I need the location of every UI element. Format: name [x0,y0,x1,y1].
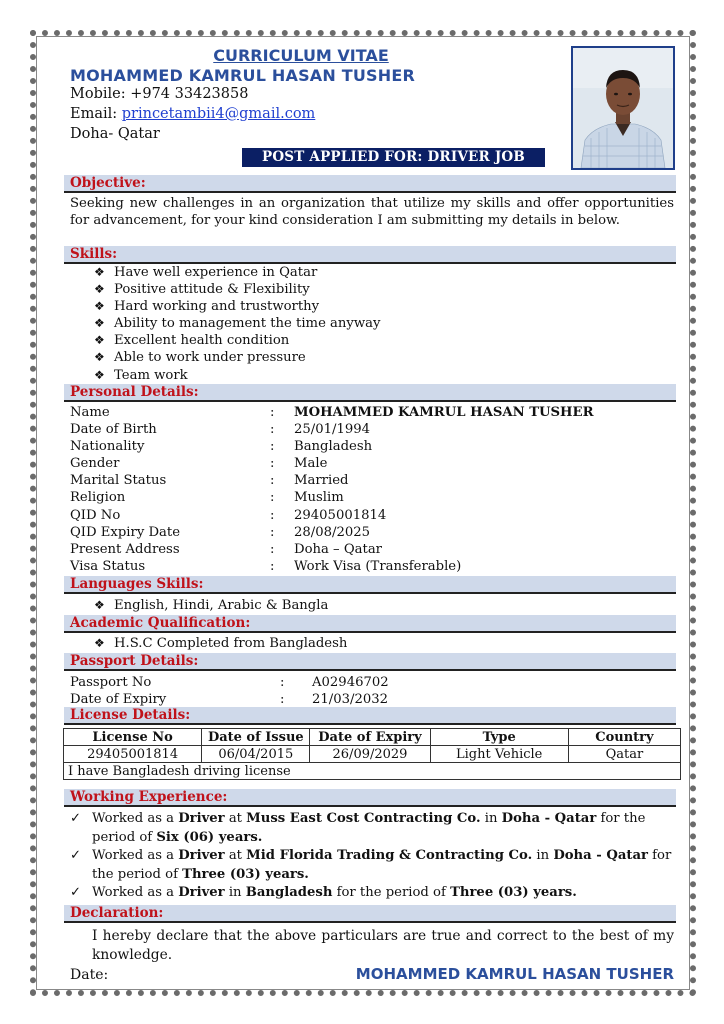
detail-row-dob: Date of Birth : 25/01/1994 [70,422,371,438]
personal-details-table [70,404,594,575]
cell-country: Qatar [568,746,680,763]
date-label: Date: [70,967,109,983]
section-license: License Details: [64,707,676,725]
diamond-bullet-icon: ❖ [94,265,105,279]
checkmark-icon: ✓ [70,848,82,863]
passport-details [70,674,389,708]
section-declaration: Declaration: [64,905,676,923]
table-header-row [64,729,681,746]
post-applied-banner: POST APPLIED FOR: DRIVER JOB [242,148,545,167]
detail-row-qid: QID No : 29405001814 [70,507,387,523]
section-skills: Skills: [64,246,676,264]
diamond-bullet-icon: ❖ [94,367,105,382]
col-date-of-expiry: Date of Expiry [310,729,430,746]
diamond-bullet-icon: ❖ [94,598,105,612]
list-item: ❖ Able to work under pressure [94,350,306,366]
diamond-bullet-icon: ❖ [94,299,105,314]
cell-type: Light Vehicle [430,746,568,763]
section-passport: Passport Details: [64,653,676,671]
diamond-bullet-icon: ❖ [94,282,105,297]
diamond-bullet-icon: ❖ [94,636,105,650]
license-note: I have Bangladesh driving license [64,763,681,780]
section-languages: Languages Skills: [64,576,676,594]
diamond-bullet-icon: ❖ [94,316,105,331]
cell-date-of-expiry: 26/09/2029 [310,746,430,763]
experience-list [70,810,676,903]
experience-item: ✓ Worked as a Driver in Bangladesh for the period of Three (03) years. [70,884,676,903]
cell-license-no: 29405001814 [64,746,202,763]
person-portrait-icon [573,48,673,168]
list-item: ❖ Team work [94,367,188,383]
detail-row-marital: Marital Status : Married [70,473,349,489]
email-line [70,106,315,122]
objective-text: Seeking new challenges in an organization that utilize my skills and offer opportunities for advancement, for your kind consideration I am submitting my details in below. [70,196,674,228]
list-item: ❖ Excellent health condition [94,333,290,349]
list-item: ❖ English, Hindi, Arabic & Bangla [94,598,329,613]
cell-date-of-issue: 06/04/2015 [202,746,310,763]
cv-title: CURRICULUM VITAE [213,46,389,65]
diamond-bullet-icon: ❖ [94,350,105,365]
passport-row-number: Passport No : A02946702 [70,675,389,690]
experience-item: ✓ Worked as a Driver at Muss East Cost Contracting Co. in Doha - Qatar for the period of Six (06) years. [70,810,676,847]
detail-row-qid-expiry: QID Expiry Date : 28/08/2025 [70,524,371,540]
email-label: Email: [70,106,122,122]
detail-row-nationality: Nationality : Bangladesh [70,439,373,455]
languages-list [94,597,328,614]
section-working-experience: Working Experience: [64,789,676,807]
location-line: Doha- Qatar [70,126,160,142]
list-item: ❖ Ability to management the time anyway [94,316,381,332]
candidate-name-heading: MOHAMMED KAMRUL HASAN TUSHER [70,66,416,85]
detail-row-name: Name : MOHAMMED KAMRUL HASAN TUSHER [70,405,594,420]
academic-list [94,635,347,652]
detail-row-gender: Gender : Male [70,456,328,472]
table-row [64,746,681,763]
col-date-of-issue: Date of Issue [202,729,310,746]
checkmark-icon: ✓ [70,811,82,826]
checkmark-icon: ✓ [70,885,82,900]
col-license-no: License No [64,729,202,746]
section-personal-details: Personal Details: [64,384,676,402]
table-note-row [64,763,681,780]
mobile-line: Mobile: +974 33423858 [70,86,249,102]
col-country: Country [568,729,680,746]
diamond-bullet-icon: ❖ [94,333,105,348]
detail-row-religion: Religion : Muslim [70,490,344,506]
list-item: ❖ H.S.C Completed from Bangladesh [94,636,348,651]
experience-item: ✓ Worked as a Driver at Mid Florida Trading & Contracting Co. in Doha - Qatar for the period of Three (03) years. [70,847,676,884]
license-table [63,728,681,780]
passport-row-expiry: Date of Expiry : 21/03/2032 [70,692,389,708]
list-item: ❖ Have well experience in Qatar [94,265,318,280]
list-item: ❖ Hard working and trustworthy [94,299,320,315]
email-link[interactable]: princetambii4@gmail.com [121,106,316,122]
detail-row-visa: Visa Status : Work Visa (Transferable) [70,558,462,574]
detail-row-address: Present Address : Doha – Qatar [70,541,382,557]
list-item: ❖ Positive attitude & Flexibility [94,282,310,298]
col-type: Type [430,729,568,746]
section-academic: Academic Qualification: [64,615,676,633]
section-objective: Objective: [64,175,676,193]
declaration-text: I hereby declare that the above particulars are true and correct to the best of my knowledge. [92,928,674,963]
signature-name: MOHAMMED KAMRUL HASAN TUSHER [355,965,674,983]
profile-photo [571,46,675,170]
skills-list [94,264,380,384]
